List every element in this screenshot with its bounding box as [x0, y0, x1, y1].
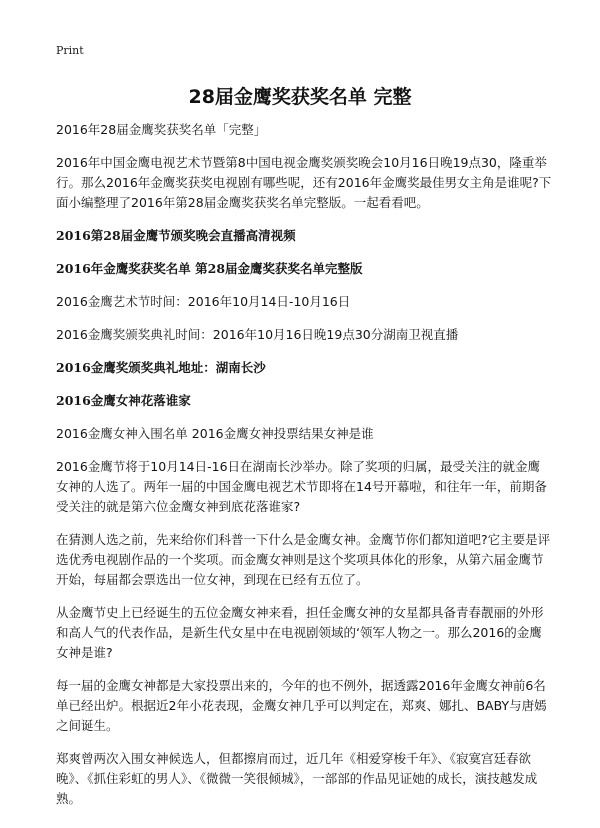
article-body: [56, 120, 552, 822]
body-paragraph: 2016金鹰奖颁奖典礼时间：2016年10月16日晚19点30分湖南卫视直播: [56, 327, 459, 342]
section-heading: 2016第28届金鹰节颁奖晚会直播高清视频: [56, 228, 296, 243]
body-paragraph: 在猜测人选之前，先来给你们科普一下什么是金鹰女神。金鹰节你们都知道吧?它主要是评选优秀电视剧作品的一个奖项。而金鹰女神则是这个奖项具体化的形象，从第六届金鹰节开始，每届都会票选出一位女神，到现在已经有五位了。: [56, 532, 551, 587]
body-paragraph: 郑爽曾两次入围女神候选人，但都擦肩而过，近几年《相爱穿梭千年》、《寂寞宫廷春欲晚》、《抓住彩虹的男人》、《微微一笑很倾城》，一部部的作品见证她的成长，演技越发成熟。: [56, 751, 538, 806]
body-paragraph: 从金鹰节史上已经诞生的五位金鹰女神来看，担任金鹰女神的女星都具备青春靓丽的外形和高人气的代表作品，是新生代女星中在电视剧领域的‘领军人物之一。那么2016的金鹰女神是谁?: [56, 605, 544, 660]
body-paragraph: 2016金鹰艺术节时间：2016年10月14日-10月16日: [56, 294, 351, 309]
section-heading: 2016金鹰奖颁奖典礼地址：湖南长沙: [56, 360, 266, 375]
section-heading: 2016年金鹰奖获奖名单 第28届金鹰奖获奖名单完整版: [56, 261, 363, 276]
body-paragraph: 2016年28届金鹰奖获奖名单「完整」: [56, 122, 267, 137]
print-label[interactable]: Print: [56, 44, 84, 57]
body-paragraph: 2016金鹰节将于10月14日-16日在湖南长沙举办。除了奖项的归属，最受关注的就金鹰女神的人选了。两年一届的中国金鹰电视艺术节即将在14号开幕啦，和往年一年，前期备受关注的就是第六位金鹰女神到底花落谁家?: [56, 459, 547, 514]
body-paragraph: 2016年中国金鹰电视艺术节暨第8中国电视金鹰奖颁奖晚会10月16日晚19点30，隆重举行。那么2016年金鹰奖获奖电视剧有哪些呢，还有2016年金鹰奖最佳男女主角是谁呢?下面小编整理了2016年第28届金鹰奖获奖名单完整版。一起看看吧。: [56, 155, 552, 210]
body-paragraph: 2016金鹰女神入围名单 2016金鹰女神投票结果女神是谁: [56, 426, 374, 441]
body-paragraph: 每一届的金鹰女神都是大家投票出来的，今年的也不例外，据透露2016年金鹰女神前6名单已经出炉。根据近2年小花表现，金鹰女神几乎可以判定在，郑爽、娜扎、BABY与唐嫣之间诞生。: [56, 678, 547, 733]
page-title: 28届金鹰奖获奖名单 完整: [188, 86, 412, 108]
section-heading: 2016金鹰女神花落谁家: [56, 393, 191, 408]
